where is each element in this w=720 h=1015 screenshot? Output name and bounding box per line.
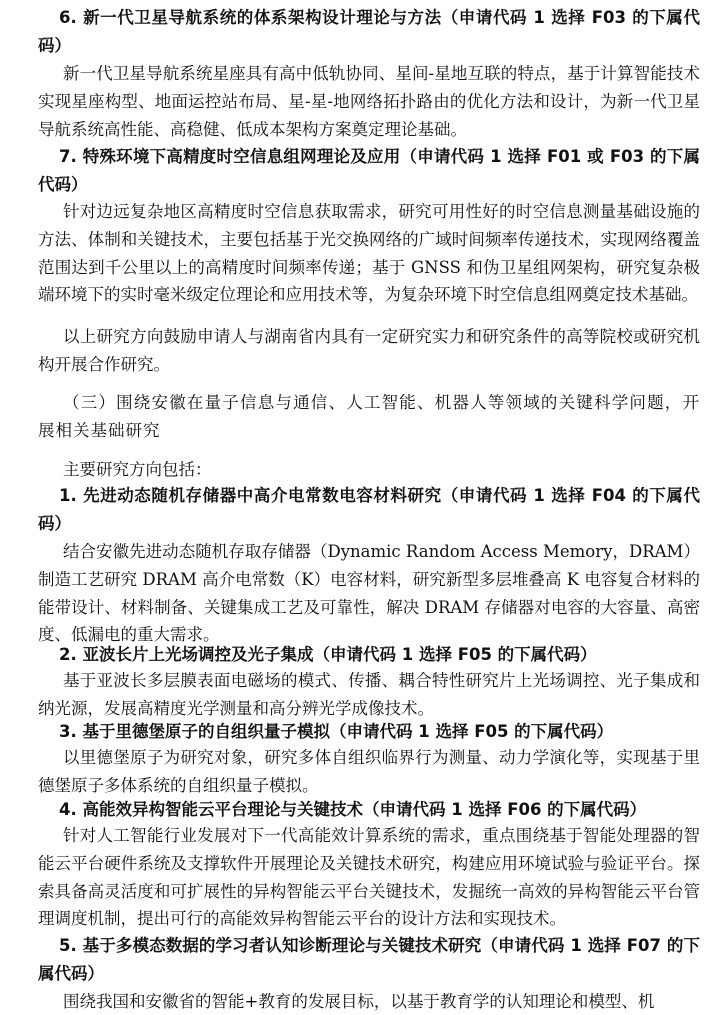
direction-2-heading: 2. 亚波长片上光场调控及光子集成（申请代码 1 选择 F05 的下属代码） bbox=[59, 645, 597, 664]
closing-paragraph: 以上研究方向鼓励申请人与湖南省内具有一定研究实力和研究条件的高等院校或研究机构开展合作研究。 bbox=[38, 327, 700, 374]
direction-4-heading: 4. 高能效异构智能云平台理论与关键技术（申请代码 1 选择 F06 的下属代码） bbox=[59, 800, 647, 819]
item-6-heading: 6. 新一代卫星导航系统的体系架构设计理论与方法（申请代码 1 选择 F03 的下属代码） bbox=[38, 8, 700, 55]
intro-text: 主要研究方向包括： bbox=[63, 460, 212, 479]
item-7-body: 针对边远复杂地区高精度时空信息获取需求，研究可用性好的时空信息测量基础设施的方法、体制和关键技术，主要包括基于光交换网络的广域时间频率传递技术，实现网络覆盖范围达到千公里以上的高精度时间频率传递；基于 GNSS 和伪卫星组网架构，研究复杂极端环境下的实时毫米级定位理论和应用技术等，为复杂环境下时空信息组网奠定技术基础。 bbox=[38, 202, 700, 305]
section-title: （三）围绕安徽在量子信息与通信、人工智能、机器人等领域的关键科学问题，开展相关基础研究 bbox=[38, 393, 700, 440]
item-6-body: 新一代卫星导航系统星座具有高中低轨协同、星间-星地互联的特点，基于计算智能技术实现星座构型、地面运控站布局、星-星-地网络拓扑路由的优化方法和设计，为新一代卫星导航系统高性能、高稳健、低成本架构方案奠定理论基础。 bbox=[38, 64, 700, 139]
direction-1-heading: 1. 先进动态随机存储器中高介电常数电容材料研究（申请代码 1 选择 F04 的下属代码） bbox=[38, 486, 700, 533]
direction-5-body: 围绕我国和安徽省的智能+教育的发展目标，以基于教育学的认知理论和模型、机 bbox=[63, 992, 655, 1011]
direction-4-body: 针对人工智能行业发展对下一代高能效计算系统的需求，重点围绕基于智能处理器的智能云平台硬件系统及支撑软件开展理论及关键技术研究，构建应用环境试验与验证平台。探索具备高灵活度和可扩展性的异构智能云平台关键技术，发掘统一高效的异构智能云平台管理调度机制，提出可行的高能效异构智能云平台的设计方法和实现技术。 bbox=[38, 826, 700, 929]
direction-5-heading: 5. 基于多模态数据的学习者认知诊断理论与关键技术研究（申请代码 1 选择 F07 的下属代码） bbox=[38, 936, 700, 983]
direction-2-body: 基于亚波长多层膜表面电磁场的模式、传播、耦合特性研究片上光场调控、光子集成和纳光源，发展高精度光学测量和高分辨光学成像技术。 bbox=[38, 671, 700, 718]
direction-3-heading: 3. 基于里德堡原子的自组织量子模拟（申请代码 1 选择 F05 的下属代码） bbox=[59, 722, 614, 741]
item-7-heading: 7. 特殊环境下高精度时空信息组网理论及应用（申请代码 1 选择 F01 或 F03 的下属代码） bbox=[38, 147, 700, 194]
direction-3-body: 以里德堡原子为研究对象，研究多体自组织临界行为测量、动力学演化等，实现基于里德堡原子多体系统的自组织量子模拟。 bbox=[38, 748, 700, 795]
direction-1-body: 结合安徽先进动态随机存取存储器（Dynamic Random Access Memory，DRAM）制造工艺研究 DRAM 高介电常数（K）电容材料，研究新型多层堆叠高 K 电容复合材料的能带设计、材料制备、关键集成工艺及可靠性，解决 DRAM 存储器对电容的大容量、高密度、低漏电的重大需求。 bbox=[38, 542, 700, 645]
